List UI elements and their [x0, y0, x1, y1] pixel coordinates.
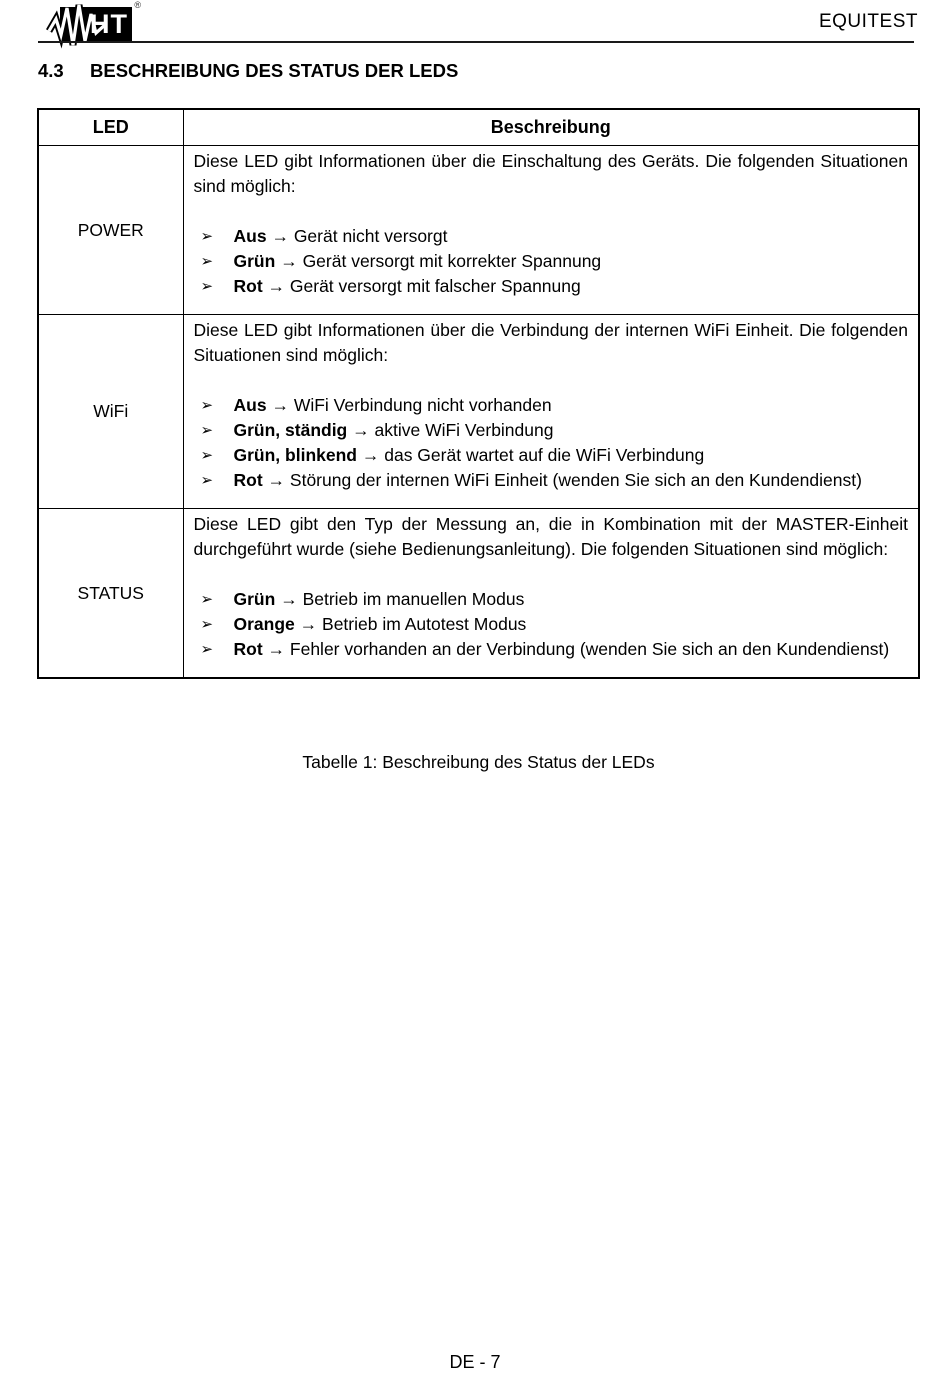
state-list-item: [194, 249, 909, 274]
state-text: Grün → Betrieb im manuellen Modus: [233, 589, 525, 609]
table-row: [38, 146, 919, 315]
state-list: [194, 393, 909, 493]
right-arrow-icon: →: [271, 395, 289, 415]
state-list: [194, 587, 909, 662]
state-text: Orange → Betrieb im Autotest Modus: [233, 614, 527, 634]
state-list-item: [194, 612, 909, 637]
right-arrow-icon: →: [267, 470, 286, 490]
state-text: Rot → Störung der internen WiFi Einheit (wenden Sie sich an den Kundendienst): [233, 470, 862, 490]
led-name-cell: STATUS: [38, 509, 183, 679]
state-list-item: [194, 468, 909, 493]
section-title: BESCHREIBUNG DES STATUS DER LEDS: [90, 60, 459, 81]
right-arrow-icon: →: [361, 445, 380, 465]
state-text: Rot → Gerät versorgt mit falscher Spannung: [233, 276, 581, 296]
state-text: Grün → Gerät versorgt mit korrekter Spannung: [233, 251, 602, 271]
led-status-table: [37, 108, 920, 679]
right-arrow-icon: →: [352, 420, 370, 440]
table-caption: Tabelle 1: Beschreibung des Status der LEDs: [302, 752, 655, 772]
state-text: Grün, blinkend → das Gerät wartet auf die WiFi Verbindung: [233, 445, 705, 465]
right-arrow-icon: →: [271, 226, 289, 246]
arrowhead-bullet-icon: ➢: [200, 472, 214, 489]
logo-text: HT: [90, 8, 128, 39]
table-row: [38, 509, 919, 679]
state-text: Aus → Gerät nicht versorgt: [233, 226, 448, 246]
page-number: DE - 7: [449, 1352, 501, 1372]
arrowhead-bullet-icon: ➢: [200, 228, 214, 245]
right-arrow-icon: →: [280, 589, 298, 609]
column-header-beschreibung: Beschreibung: [183, 109, 919, 146]
state-list-item: [194, 393, 909, 418]
section-number: 4.3: [38, 60, 64, 81]
arrowhead-bullet-icon: ➢: [200, 616, 214, 633]
table-row: [38, 315, 919, 509]
arrowhead-bullet-icon: ➢: [200, 591, 214, 608]
led-description-cell: [183, 509, 919, 679]
section-heading: [38, 60, 918, 82]
state-text: Aus → WiFi Verbindung nicht vorhanden: [233, 395, 552, 415]
right-arrow-icon: →: [267, 276, 286, 296]
arrowhead-bullet-icon: ➢: [200, 447, 214, 464]
right-arrow-icon: →: [267, 639, 286, 659]
column-header-led: LED: [38, 109, 183, 146]
table-header-row: [38, 109, 919, 146]
ht-logo: [60, 0, 141, 43]
description-intro: Diese LED gibt Informationen über die Einschaltung des Geräts. Die folgenden Situationen sind möglich:: [193, 151, 908, 196]
led-name-cell: POWER: [38, 146, 183, 315]
arrowhead-bullet-icon: ➢: [200, 253, 214, 270]
header-divider: [38, 41, 914, 43]
arrowhead-bullet-icon: ➢: [200, 397, 214, 414]
arrowhead-bullet-icon: ➢: [200, 278, 214, 295]
page-header: [38, 0, 918, 42]
state-list-item: [194, 274, 909, 299]
state-list: [194, 224, 909, 299]
arrowhead-bullet-icon: ➢: [200, 422, 214, 439]
state-list-item: [194, 587, 909, 612]
led-name-cell: WiFi: [38, 315, 183, 509]
registered-trademark-icon: ®: [134, 0, 141, 10]
led-description-cell: [183, 146, 919, 315]
description-intro: Diese LED gibt den Typ der Messung an, die in Kombination mit der MASTER-Einheit durchgeführt wurde (siehe Bedienungsanleitung). Die folgenden Situationen sind möglich:: [193, 514, 908, 559]
state-list-item: [194, 443, 909, 468]
right-arrow-icon: →: [280, 251, 298, 271]
brand-name: EQUITEST: [818, 11, 918, 32]
state-list-item: [194, 418, 909, 443]
right-arrow-icon: →: [299, 614, 318, 634]
state-list-item: [194, 224, 909, 249]
arrowhead-bullet-icon: ➢: [200, 641, 214, 658]
led-description-cell: [183, 315, 919, 509]
state-text: Grün, ständig → aktive WiFi Verbindung: [233, 420, 554, 440]
state-text: Rot → Fehler vorhanden an der Verbindung (wenden Sie sich an den Kundendienst): [233, 639, 890, 659]
state-list-item: [194, 637, 909, 662]
description-intro: Diese LED gibt Informationen über die Verbindung der internen WiFi Einheit. Die folgenden Situationen sind möglich:: [193, 320, 908, 365]
